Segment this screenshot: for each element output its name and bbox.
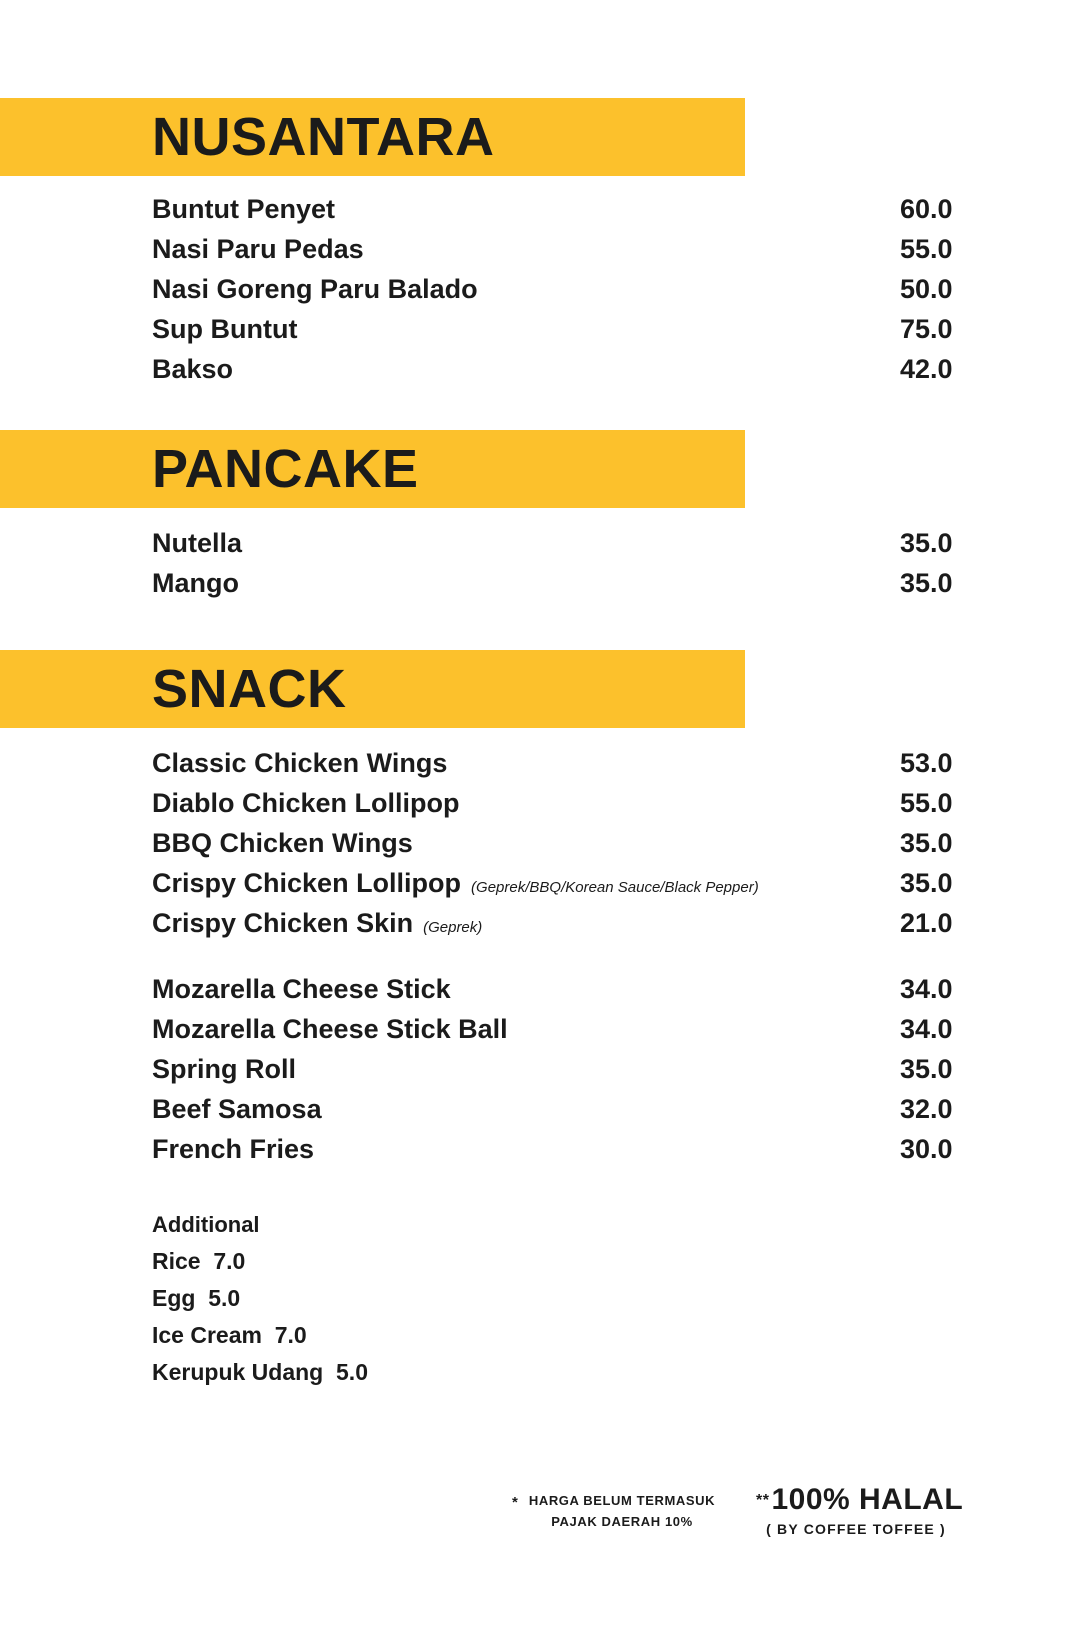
menu-item-list [0,194,1080,394]
tax-note [512,1491,732,1533]
item-price: 34.0 [900,1014,953,1044]
item-note: (Geprek) [423,919,483,936]
item-name: BBQ Chicken Wings [152,828,413,858]
item-name: Nutella [152,528,243,558]
section-title: NUSANTARA [152,107,495,167]
menu-row [0,908,1080,948]
item-price: 34.0 [900,974,953,1004]
menu-item-list [0,528,1080,608]
section-title: PANCAKE [152,439,419,499]
additional-item: Ice Cream 7.0 [152,1322,307,1348]
section-pancake [0,430,1080,608]
halal-badge [756,1483,964,1537]
menu-row [0,528,1080,568]
section-snack [0,650,1080,1174]
section-title: SNACK [152,659,347,719]
menu-row [0,1134,1080,1174]
item-name: Nasi Paru Pedas [152,234,364,264]
item-price: 42.0 [900,354,953,384]
item-name: Beef Samosa [152,1094,322,1124]
menu-row [0,1054,1080,1094]
menu-row [0,974,1080,1014]
item-name: Diablo Chicken Lollipop [152,788,460,818]
item-name: Crispy Chicken Lollipop [152,868,462,898]
additional-block [0,1212,1080,1386]
item-price: 35.0 [900,568,953,598]
item-price: 30.0 [900,1134,953,1164]
item-price: 55.0 [900,234,953,264]
item-price: 50.0 [900,274,953,304]
item-name: French Fries [152,1134,315,1164]
list-spacer [0,948,1080,974]
item-name: Buntut Penyet [152,194,336,224]
menu-row [0,194,1080,234]
halal-line [756,1483,964,1517]
item-name: Spring Roll [152,1054,296,1084]
item-name: Nasi Goreng Paru Balado [152,274,478,304]
additional-title: Additional [152,1212,260,1237]
footer [0,1483,1080,1563]
item-name: Mango [152,568,239,598]
item-note: (Geprek/BBQ/Korean Sauce/Black Pepper) [471,879,759,896]
item-price: 55.0 [900,788,953,818]
item-price: 75.0 [900,314,953,344]
additional-item: Kerupuk Udang 5.0 [152,1359,368,1385]
item-name: Sup Buntut [152,314,298,344]
menu-page [0,98,1080,1625]
item-price: 32.0 [900,1094,953,1124]
menu-row [0,354,1080,394]
menu-row [0,748,1080,788]
section-nusantara [0,98,1080,394]
item-price: 53.0 [900,748,953,778]
item-name: Classic Chicken Wings [152,748,448,778]
section-banner-snack [0,650,745,728]
item-name: Bakso [152,354,234,384]
additional-item: Egg 5.0 [152,1285,241,1311]
item-price: 21.0 [900,908,953,938]
tax-note-line1: HARGA BELUM TERMASUK [528,1493,716,1508]
item-name: Mozarella Cheese Stick Ball [152,1014,508,1044]
item-price: 35.0 [900,868,953,898]
item-price: 60.0 [900,194,953,224]
tax-asterisk: * [512,1494,519,1511]
menu-item-list [0,748,1080,1174]
item-price: 35.0 [900,828,953,858]
tax-note-line2: PAJAK DAERAH 10% [551,1513,693,1529]
item-price: 35.0 [900,528,953,558]
halal-subtitle: ( BY COFFEE TOFFEE ) [766,1521,946,1537]
item-price: 35.0 [900,1054,953,1084]
menu-row [0,828,1080,868]
menu-row [0,1014,1080,1054]
halal-asterisks: ** [756,1492,770,1509]
menu-row [0,568,1080,608]
menu-row [0,868,1080,908]
halal-text: 100% HALAL [771,1483,964,1516]
menu-row [0,274,1080,314]
section-banner-nusantara [0,98,745,176]
menu-row [0,788,1080,828]
item-name: Mozarella Cheese Stick [152,974,451,1004]
section-banner-pancake [0,430,745,508]
item-name: Crispy Chicken Skin [152,908,414,938]
additional-item: Rice 7.0 [152,1248,246,1274]
menu-row [0,314,1080,354]
menu-row [0,1094,1080,1134]
menu-row [0,234,1080,274]
